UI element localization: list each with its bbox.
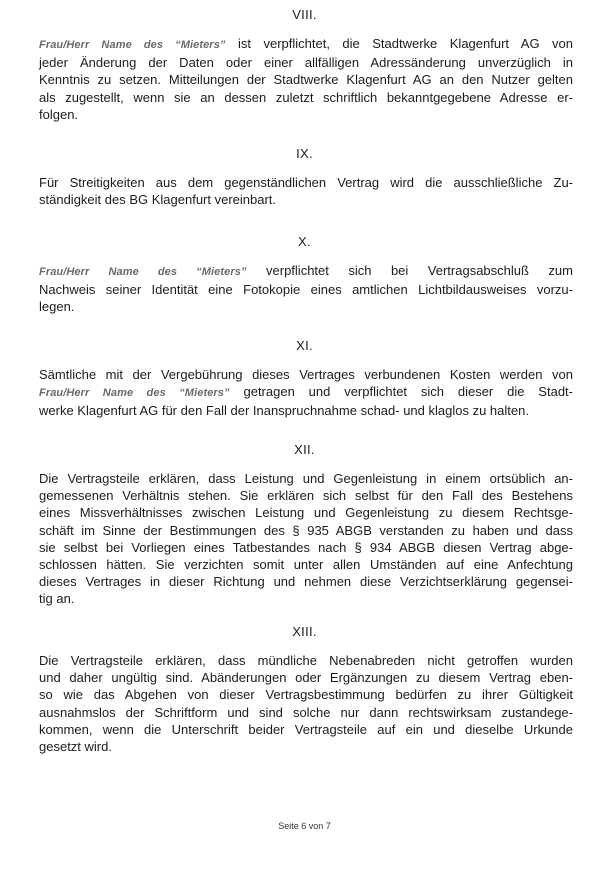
paragraph-text: und daher ungültig sind. Abänderungen oder Ergänzungen zu diesem Vertrag eben-: [39, 670, 573, 686]
paragraph-line: [39, 71, 573, 88]
section-heading: IX.: [296, 146, 313, 161]
section-paragraph: [39, 35, 573, 123]
section-paragraph: [39, 366, 573, 420]
paragraph-text: als zugestellt, wenn sie an dessen zuletzt schriftlich bekanntgegebene Adresse er-: [39, 89, 573, 105]
section-paragraph: [39, 262, 573, 316]
paragraph-text: Für Streitigkeiten aus dem gegenständlichen Vertrag wird die ausschließliche Zu-: [39, 175, 573, 190]
paragraph-text: Sämtliche mit der Vergebührung dieses Vertrages verbundenen Kosten werden von: [39, 367, 573, 382]
paragraph-line: [39, 704, 573, 721]
paragraph-line: [39, 281, 573, 298]
paragraph-text: Die Vertragsteile erklären, dass mündliche Nebenabreden nicht getroffen wurden: [39, 653, 573, 668]
paragraph-line: [39, 54, 573, 71]
paragraph-text: Die Vertragsteile erklären, dass Leistung und Gegenleistung in einem ortsüblich an-: [39, 471, 573, 486]
paragraph-text: schlossen hätten. Sie verzichten somit unter allen Umständen auf eine Anfechtung: [39, 557, 573, 573]
tenant-name-placeholder: Frau/Herr Name des “Mieters”: [39, 387, 230, 400]
paragraph-line: [39, 487, 573, 504]
paragraph-text: so wie das Abgehen von dieser Vertragsbestimmung bedürfen zu ihrer Gültigkeit: [39, 687, 573, 703]
paragraph-line: [39, 174, 573, 191]
paragraph-line: [39, 470, 573, 487]
paragraph-text: Nachweis seiner Identität eine Fotokopie eines amtlichen Lichtbildausweises vorzu-: [39, 282, 573, 298]
paragraph-line: [39, 556, 573, 573]
page-number: Seite 6 von 7: [278, 821, 331, 831]
paragraph-line: [39, 504, 573, 521]
paragraph-text: ist verpflichtet, die Stadtwerke Klagenfurt AG von: [238, 36, 573, 51]
paragraph-line: [39, 298, 573, 315]
paragraph-line: [39, 191, 573, 208]
paragraph-line: [39, 669, 573, 686]
paragraph-text: verpflichtet sich bei Vertragsabschluß zum: [266, 263, 573, 278]
paragraph-text: gemessenen Verhältnis stehen. Sie erklären sich selbst für den Fall des Bestehens: [39, 488, 573, 504]
paragraph-line: [39, 262, 573, 281]
section-paragraph: [39, 652, 573, 755]
paragraph-line: [39, 366, 573, 383]
paragraph-text: ausnahmslos der Schriftform und sind solche nur dann rechtswirksam zustandege-: [39, 704, 573, 720]
section-heading: XI.: [296, 338, 313, 353]
paragraph-line: [39, 106, 573, 123]
tenant-name-placeholder: Frau/Herr Name des “Mieters”: [39, 39, 226, 51]
paragraph-text: kommen, wenn die Unterschrift beider Vertragsteile auf ein und dieselbe Urkunde: [39, 721, 573, 737]
paragraph-line: [39, 738, 573, 755]
paragraph-line: [39, 383, 573, 402]
paragraph-line: [39, 721, 573, 738]
paragraph-text: jeder Änderung der Daten oder einer allfälligen Adressänderung unverzüglich in: [39, 55, 573, 71]
paragraph-line: [39, 539, 573, 556]
paragraph-line: [39, 35, 573, 54]
paragraph-text: folgen.: [39, 106, 79, 122]
paragraph-text: schäft im Sinne der Bestimmungen des § 935 ABGB verstanden zu haben und dass: [39, 522, 573, 538]
paragraph-line: [39, 402, 573, 419]
paragraph-line: [39, 522, 573, 539]
paragraph-line: [39, 573, 573, 590]
section-heading: VIII.: [292, 7, 317, 22]
section-heading: XIII.: [292, 624, 317, 639]
paragraph-text: legen.: [39, 299, 75, 315]
paragraph-text: tig an.: [39, 591, 75, 607]
paragraph-text: werke Klagenfurt AG für den Fall der Inanspruchnahme schad- und klaglos zu halten.: [39, 403, 529, 419]
section-heading: XII.: [294, 442, 315, 457]
paragraph-line: [39, 686, 573, 703]
paragraph-line: [39, 590, 573, 607]
paragraph-text: ständigkeit des BG Klagenfurt vereinbart.: [39, 192, 277, 208]
tenant-name-placeholder: Frau/Herr Name des “Mieters”: [39, 266, 247, 278]
paragraph-text: dieses Vertrages in dieser Richtung und nehmen diese Verzichtserklärung gegensei-: [39, 574, 573, 590]
section-paragraph: [39, 174, 573, 208]
section-heading: X.: [298, 234, 311, 249]
paragraph-text: sie selbst bei Vorliegen eines Tatbestandes nach § 934 ABGB diesen Vertrag abge-: [39, 539, 573, 555]
paragraph-text: getragen und verpflichtet sich dieser die Stadt-: [243, 384, 573, 400]
section-paragraph: [39, 470, 573, 608]
paragraph-line: [39, 89, 573, 106]
paragraph-text: eines Missverhältnisses zwischen Leistung und Gegenleistung zu diesem Rechtsge-: [39, 505, 573, 521]
paragraph-text: gesetzt wird.: [39, 739, 112, 755]
paragraph-text: Kenntnis zu setzen. Mitteilungen der Stadtwerke Klagenfurt AG an den Nutzer gelten: [39, 72, 573, 88]
paragraph-line: [39, 652, 573, 669]
